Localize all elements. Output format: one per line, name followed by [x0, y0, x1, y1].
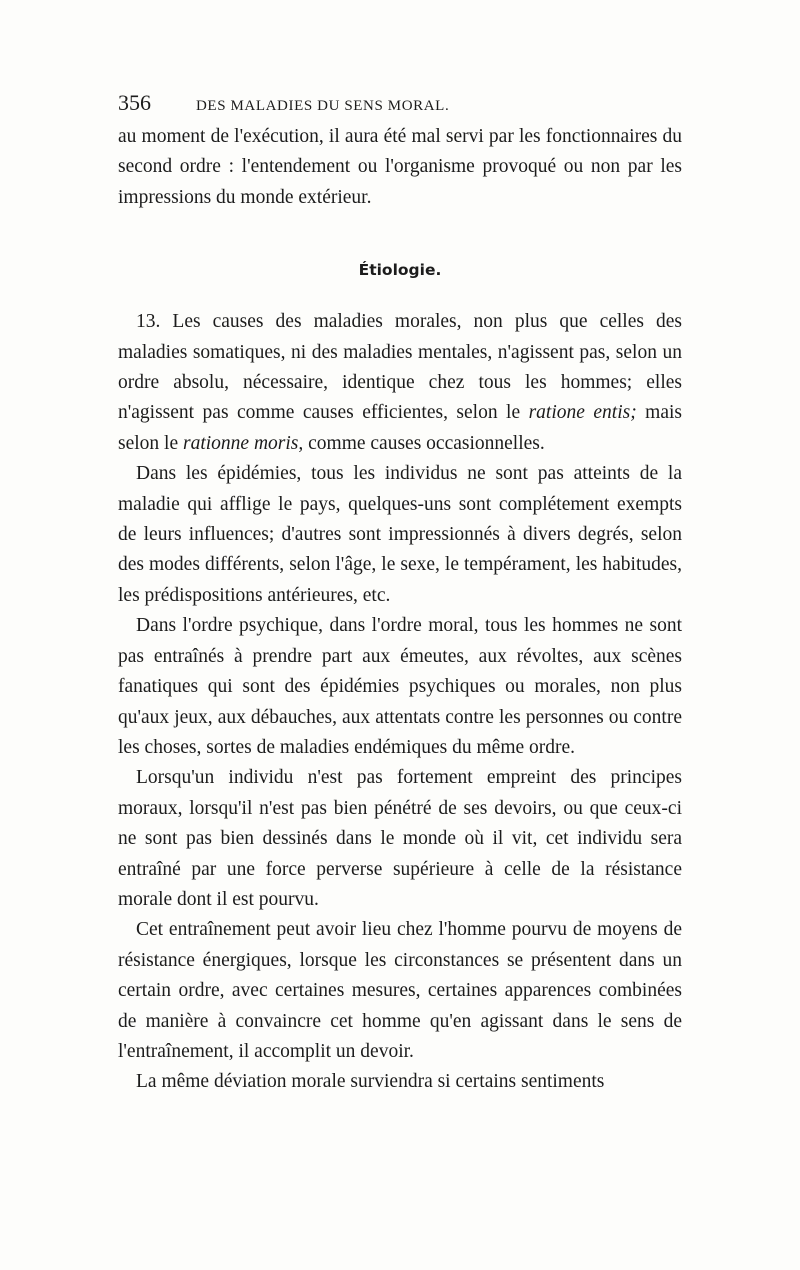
page-number: 356: [118, 90, 151, 115]
paragraph-epidemies: Dans les épidémies, tous les individus ne sont pas atteints de la maladie qui afflige le pays, quelques-uns sont complétement exempts de leurs influences; d'autres sont impressionnés à divers degrés, selon des modes différents, selon l'âge, le sexe, le tempérament, les habitudes, les prédispositions antérieures, etc.: [118, 463, 682, 606]
page-header: [118, 90, 682, 122]
paragraph-13-lead: 13. Les causes des maladies morales, non plus que celles des maladies somatiques, ni des maladies mentales, n'agissent pas, selon un ordre absolu, nécessaire, identique chez tous les hommes; elles n'agissent pas comme causes efficientes, selon le: [118, 311, 682, 424]
paragraph-deviation: La même déviation morale surviendra si certains sentiments: [136, 1071, 605, 1093]
continuation-paragraph: au moment de l'exécution, il aura été mal servi par les fonctionnaires du second ordre : l'entendement ou l'organisme provoqué ou non par les impressions du monde extérieur.: [118, 126, 682, 208]
paragraph-ordre-psychique: Dans l'ordre psychique, dans l'ordre moral, tous les hommes ne sont pas entraînés à prendre part aux émeutes, aux révoltes, aux scènes fanatiques qui sont des épidémies psychiques ou morales, non plus qu'aux jeux, aux débauches, aux attentats contre les personnes ou contre les choses, sortes de maladies endémiques du même ordre.: [118, 615, 682, 758]
paragraph-individu: Lorsqu'un individu n'est pas fortement empreint des principes moraux, lorsqu'il n'est pas bien pénétré de ses devoirs, ou que ceux-ci ne sont pas bien dessinés dans le monde où il vit, cet individu sera entraîné par une force perverse supérieure à celle de la résistance morale dont il est pourvu.: [118, 767, 682, 910]
paragraph-13-mid: mais selon le: [118, 402, 682, 454]
paragraph-13: [118, 307, 682, 459]
italic-ratione-entis: ratione entis;: [528, 402, 637, 424]
italic-rationne-moris: rationne moris,: [182, 432, 304, 454]
book-page: [118, 90, 682, 1098]
running-title: DES MALADIES DU SENS MORAL.: [196, 98, 450, 114]
paragraph-entrainement: Cet entraînement peut avoir lieu chez l'homme pourvu de moyens de résistance énergiques, lorsque les circonstances se présentent dans un certain ordre, avec certaines mesures, certaines apparences combinées de manière à convaincre cet homme qu'en agissant dans le sens de l'entraînement, il accomplit un devoir.: [118, 919, 682, 1062]
section-title: Étiologie.: [358, 261, 442, 280]
paragraph-13-tail: comme causes occasionnelles.: [303, 432, 545, 454]
